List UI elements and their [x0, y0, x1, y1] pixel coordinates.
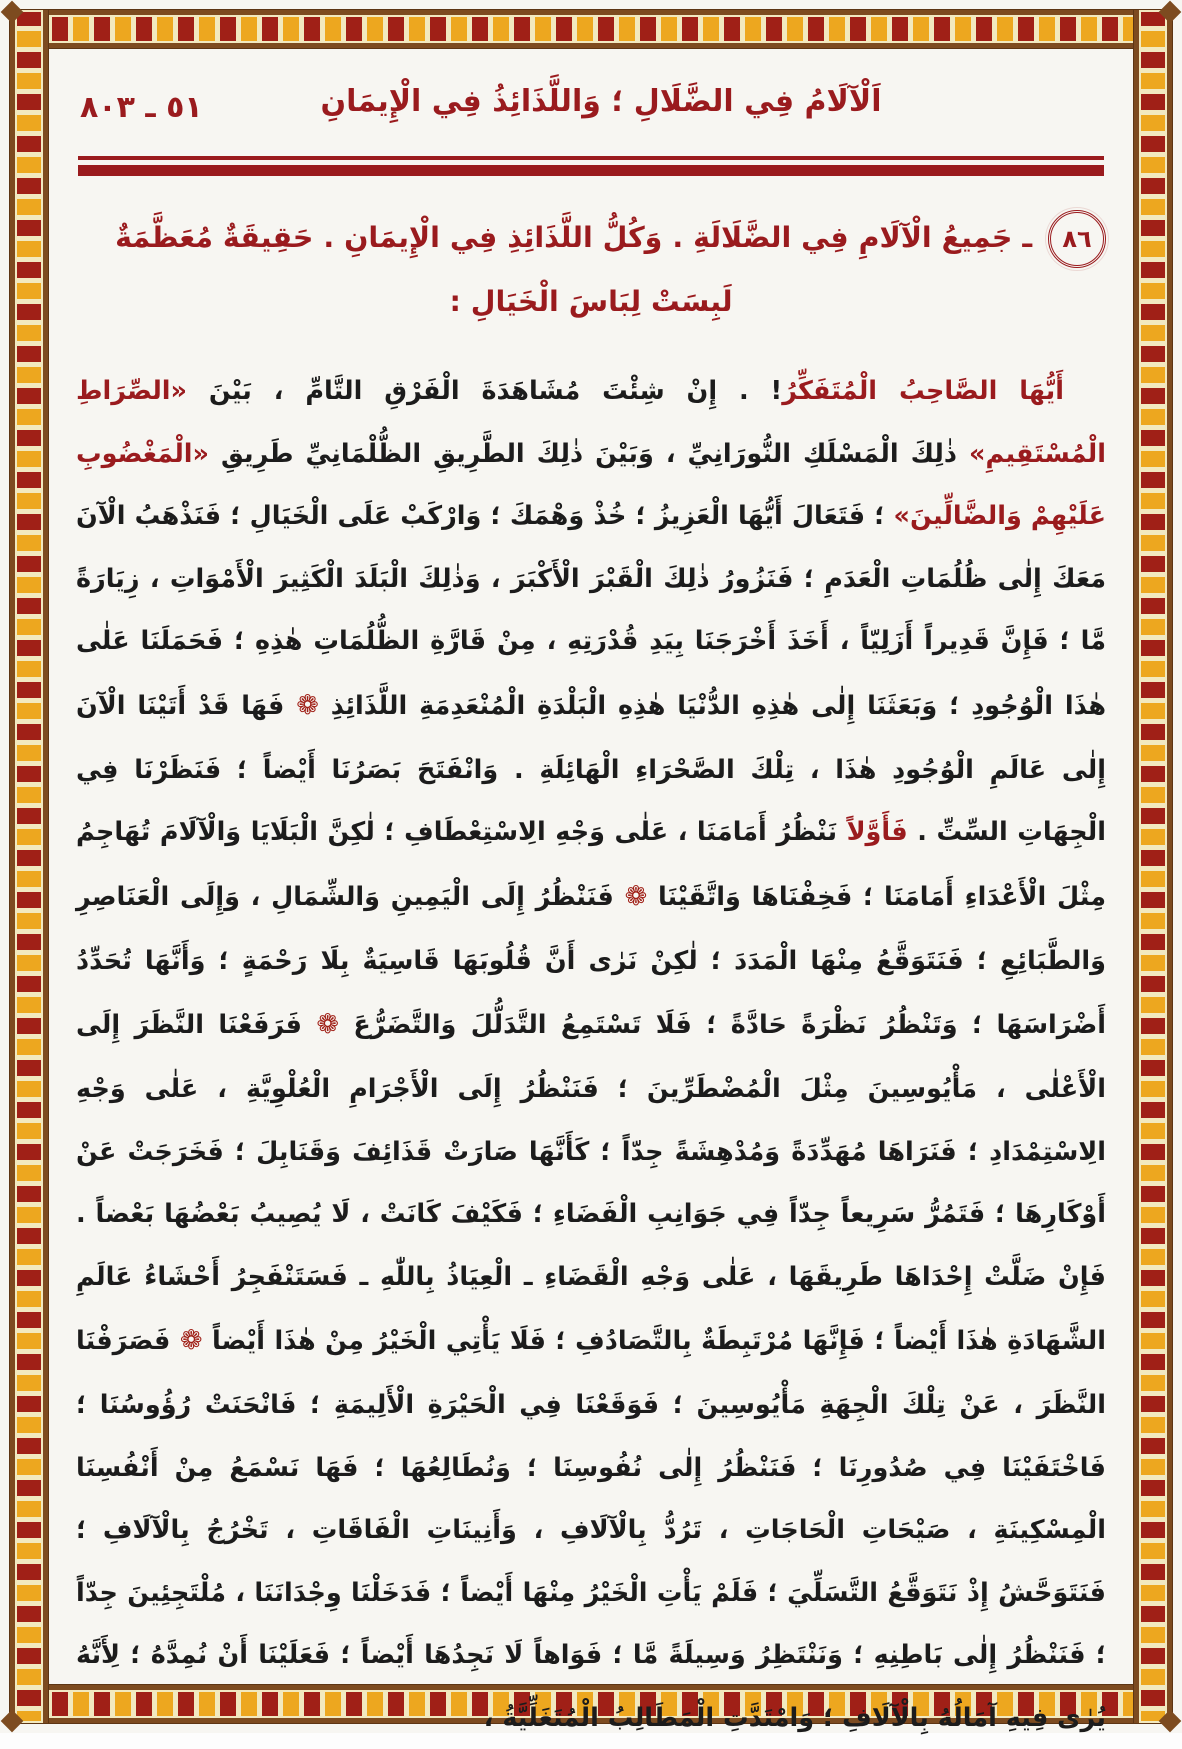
- text-segment: فَأَوَّلاً: [846, 817, 908, 848]
- text-segment: ؛ فَتَعَالَ أَيُّهَا الْعَزِيزُ ؛ خُذْ وَهْمَكَ ؛ وَارْكَبْ عَلَى الْخَيَالِ ؛ فَنَذْهَبُ الْآنَ مَعَكَ إِلٰى ظُلُمَاتِ الْعَدَمِ ؛ فَنَزُورُ ذٰلِكَ الْقَبْرَ الْأَكْبَرَ ، وَذٰلِكَ الْبَلَدَ الْكَثِيرَ الْأَمْوَاتِ ، زِيَارَةً مَّا ؛ فَإِنَّ قَدِيراً أَزَلِيّاً ، أَخَذَ أَخْرَجَنَا بِيَدِ قُدْرَتِهِ ، مِنْ قَارَّةِ الظُّلُمَاتِ هٰذِهِ ؛ فَحَمَلَنَا عَلٰى هٰذَا الْوُجُودِ ؛ وَبَعَثَنَا إِلٰى هٰذِهِ الدُّنْيَا هٰذِهِ الْبَلْدَةِ الْمُنْعَدِمَةِ اللَّذَائِذِ: [76, 501, 1106, 721]
- page-number: ٥١ ـ ٨٠٣: [80, 90, 203, 125]
- header-rule-thick: [78, 165, 1104, 176]
- ornamental-border-right: [1134, 10, 1172, 1723]
- section-number-medallion: ٨٦: [1048, 210, 1106, 268]
- heading-text: جَمِيعُ الْآلَامِ فِي الضَّلَالَةِ . وَكُلُّ اللَّذَائِذِ فِي الْإِيمَانِ . حَقِيقَةٌ مُعَظَّمَةٌ: [115, 221, 1013, 254]
- text-segment: «الْمَغْضُوبِ عَلَيْهِمْ وَالضَّالِّينَ»: [76, 438, 1106, 532]
- text-segment: فَرَفَعْنَا النَّظَرَ إِلَى الْأَعْلٰى ، مَأْيُوسِينَ مِثْلَ الْمُضْطَرِّينَ ؛ فَنَنْظُرُ إِلَى الْأَجْرَامِ الْعُلْوِيَّةِ ، عَلٰى وَجْهِ الِاسْتِمْدَادِ ؛ فَنَرَاهَا مُهَدِّدَةً وَمُدْهِشَةً جِدّاً ؛ كَأَنَّهَا صَارَتْ قَذَائِفَ وَقَنَابِلَ ؛ فَخَرَجَتْ عَنْ أَوْكَارِهَا ؛ فَتَمُرُّ سَرِيعاً جِدّاً فِي جَوَانِبِ الْفَضَاءِ ؛ فَكَيْفَ كَانَتْ ، لَا يُصِيبُ بَعْضُهَا بَعْضاً . فَإِنْ ضَلَّتْ إِحْدَاهَا طَرِيقَهَا ، عَلٰى وَجْهِ الْقَضَاءِ ـ الْعِيَاذُ بِاللّٰهِ ـ فَسَتَنْفَجِرُ أَحْشَاءُ عَالَمِ الشَّهَادَةِ هٰذَا أَيْضاً ؛ فَإِنَّهَا مُرْتَبِطَةٌ بِالتَّصَادُفِ ؛ فَلَا يَأْتِي الْخَيْرُ مِنْ هٰذَا أَيْضاً: [76, 1010, 1107, 1357]
- page-title: اَلْآلَامُ فِي الضَّلَالِ ؛ وَاللَّذَائِذُ فِي الْإِيمَانِ: [320, 84, 882, 119]
- page-content: [48, 48, 1134, 1733]
- rosette-separator-icon: ❁: [316, 1009, 339, 1041]
- section-heading-line1: [76, 206, 1106, 270]
- rosette-separator-icon: ❁: [624, 880, 648, 912]
- rosette-separator-icon: ❁: [296, 689, 319, 721]
- section-heading-line2: لَبِسَتْ لِبَاسَ الْخَيَالِ :: [449, 285, 733, 319]
- header-rule: [78, 156, 1104, 176]
- text-segment: أَيُّهَا الصَّاحِبُ الْمُتَفَكِّرُ: [782, 376, 1064, 407]
- section-heading: [76, 206, 1106, 334]
- text-segment: فَصَرَفْنَا النَّظَرَ ، عَنْ تِلْكَ الْجِهَةِ مَأْيُوسِينَ ؛ فَوَقَعْنَا فِي الْحَيْرَةِ الْأَلِيمَةِ ؛ فَانْحَنَتْ رُؤُوسُنَا ؛ فَاخْتَفَيْنَا فِي صُدُورِنَا ؛ فَنَنْظُرُ إِلٰى نُفُوسِنَا ؛ وَنُطَالِعُهَا ؛ فَهَا نَسْمَعُ مِنْ أَنْفُسِنَا الْمِسْكِينَةِ ، صَيْحَاتِ الْحَاجَاتِ ، تَرُدُّ بِالْآلَافِ ، وَأَنِينَاتِ الْفَاقَاتِ ، تَخْرُجُ بِالْآلَافِ ؛ فَنَتَوَحَّشُ إِذْ نَتَوَقَّعُ التَّسَلِّيَ ؛ فَلَمْ يَأْتِ الْخَيْرُ مِنْهَا أَيْضاً ؛ فَدَخَلْنَا وِجْدَانَنَا ، مُلْتَجِئِينَ جِدّاً ؛ فَنَنْظُرُ إِلٰى بَاطِنِهِ ؛ وَنَنْتَظِرُ وَسِيلَةً مَّا ؛ فَوَاهاً لَا نَجِدُهَا أَيْضاً ؛ فَعَلَيْنَا أَنْ نُمِدَّهُ ؛ لِأَنَّهُ يُرٰى فِيهِ آمَالُهُ بِالْآلَافِ ؛ وَامْتَدَّتِ الْمَطَالِبُ الْمُتَغَلِّيَّةُ ،: [76, 1326, 1106, 1733]
- ornamental-border-left: [10, 10, 48, 1723]
- body-paragraph: [76, 360, 1106, 1749]
- running-head: [76, 76, 1106, 146]
- header-rule-thin: [78, 156, 1104, 160]
- heading-dash: ـ: [1022, 221, 1033, 254]
- text-segment: فَنَنْظُرُ إِلَى الْيَمِينِ وَالشِّمَالِ ، وَإِلَى الْعَنَاصِرِ وَالطَّبَائِعِ ؛ فَنَتَوَقَّعُ مِنْهَا الْمَدَدَ ؛ لٰكِنْ نَرٰى أَنَّ قُلُوبَهَا قَاسِيَةٌ بِلَا رَحْمَةٍ ؛ وَأَنَّهَا تُحَدِّدُ أَضْرَاسَهَا ؛ وَتَنْظُرُ نَظْرَةً حَادَّةً ؛ فَلَا تَسْتَمِعُ التَّدَلُّلَ وَالتَّضَرُّعَ: [76, 881, 1106, 1041]
- text-segment: «الصِّرَاطِ الْمُسْتَقِيمِ»: [76, 376, 1106, 469]
- text-segment: ! . إِنْ شِئْتَ مُشَاهَدَةَ الْفَرْقِ التَّامِّ ، بَيْنَ: [187, 376, 783, 407]
- text-segment: ذٰلِكَ الْمَسْلَكِ النُّورَانِيِّ ، وَبَيْنَ ذٰلِكَ الطَّرِيقِ الظُّلْمَانِيِّ طَرِيقِ: [209, 438, 969, 469]
- ornamental-border-top: [10, 10, 1172, 48]
- text-segment: فَهَا قَدْ أَتَيْنَا الْآنَ إِلٰى عَالَمِ الْوُجُودِ هٰذَا ، تِلْكَ الصَّحْرَاءِ الْهَائِلَةِ . وَانْفَتَحَ بَصَرُنَا أَيْضاً ؛ فَنَظَرْنَا فِي الْجِهَاتِ السِّتِّ .: [76, 690, 1106, 848]
- rosette-separator-icon: ❁: [179, 1325, 203, 1357]
- text-segment: نَنْظُرُ أَمَامَنَا ، عَلٰى وَجْهِ الِاسْتِعْطَافِ ؛ لٰكِنَّ الْبَلَايَا وَالْآلَامَ تُهَاجِمُ مِثْلَ الْأَعْدَاءِ أَمَامَنَا ؛ فَخِفْنَاهَا وَاتَّقَيْنَا: [76, 817, 1106, 912]
